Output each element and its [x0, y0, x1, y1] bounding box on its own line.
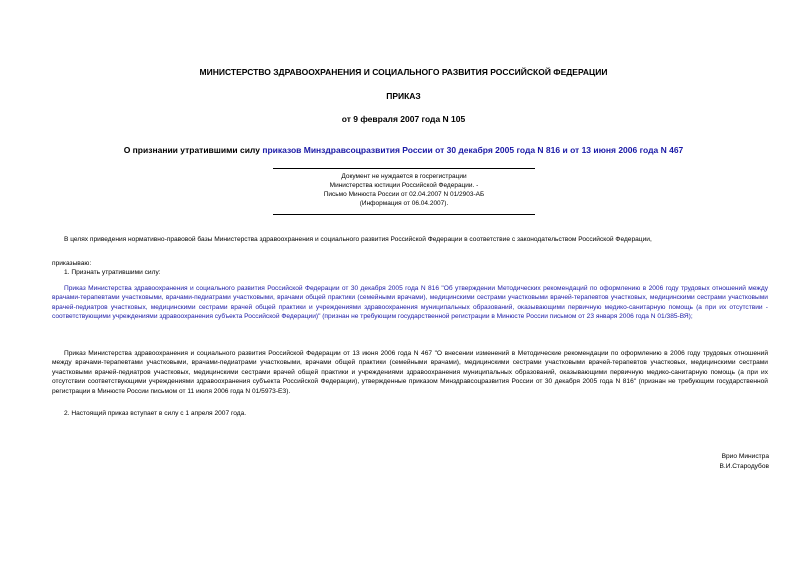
title-prefix: О признании утратившими силу [123, 145, 263, 155]
notice-bottom-rule [273, 214, 535, 215]
registration-notice [273, 172, 535, 208]
ministry-heading: МИНИСТЕРСТВО ЗДРАВООХРАНЕНИЯ И СОЦИАЛЬНОГО РАЗВИТИЯ РОССИЙСКОЙ ФЕДЕРАЦИИ [199, 67, 608, 77]
notice-top-rule [273, 168, 535, 169]
repealed-order-816-link[interactable]: Приказ Министерства здравоохранения и социального развития Российской Федерации от 30 декабря 2005 года N 816 "Об утверждении Методических рекомендаций по оформлению в 2006 году трудовых отношений между врачами-терапевтами участковыми, врачами-педиатрами участковыми, врачами общей практики (семейными врачами), медицинскими сестрами участковыми врачей-терапевтов участковых, медицинскими сестрами участковыми врачей-педиатров участковых, медицинскими сестрами врачей общей практики и учреждениями здравоохранения муниципальных образований, оказывающими первичную медико-санитарную помощь (а при их отсутствии - соответствующими учреждениями здравоохранения субъекта Российской Федерации)" (признан не требующим государственной регистрации в Минюсте России письмом от 23 января 2006 года N 01/385-ВЯ); [52, 285, 768, 321]
notice-line-1: Документ не нуждается в госрегистрации [341, 173, 467, 180]
document-title [0, 145, 807, 155]
notice-line-4: (Информация от 06.04.2007). [359, 200, 449, 207]
repealed-order-467-paragraph: Приказ Министерства здравоохранения и социального развития Российской Федерации от 13 июня 2006 года N 467 "О внесении изменений в Методические рекомендации по оформлению в 2006 году трудовых отношений между врачами-терапевтами участковыми, врачами-педиатрами участковыми, врачами общей практики (семейными врачами), медицинскими сестрами участковыми врачей-терапевтов участковых, медицинскими сестрами участковыми врачей-педиатров участковых, медицинскими сестрами врачей общей практики и учреждениями здравоохранения муниципальных образований, оказывающими первичную медико-санитарную помощь (а при их отсутствии соответствующими учреждениями здравоохранения субъекта Российской Федерации), утвержденные приказом Минздравсоцразвития России от 30 декабря 2005 года N 816" (признан не требующим государственной регистрации в Минюсте России письмом от 11 июля 2006 года N 01/5973-ЕЗ). [52, 350, 768, 395]
signature-block [719, 452, 769, 471]
title-link[interactable]: приказов Минздравсоцразвития России от 30 декабря 2005 года N 816 и от 13 июня 2006 года N 467 [262, 145, 684, 155]
order-word: приказываю: [52, 260, 92, 267]
signature-position: Врио Министра [721, 453, 769, 460]
document-type: ПРИКАЗ [386, 91, 421, 101]
signature-name: В.И.Стародубов [719, 462, 769, 470]
item-1: 1. Признать утратившими силу: [64, 269, 161, 276]
item-2: 2. Настоящий приказ вступает в силу с 1 апреля 2007 года. [64, 410, 247, 417]
notice-line-2: Министерства юстиции Российской Федерации. - [329, 182, 479, 189]
intro-paragraph: В целях приведения нормативно-правовой базы Министерства здравоохранения и социального развития Российской Федерации в соответствие с законодательством Российской Федерации, [64, 236, 652, 243]
document-date-number: от 9 февраля 2007 года N 105 [341, 114, 466, 124]
notice-line-3: Письмо Минюста России от 02.04.2007 N 01/2903-АБ [323, 191, 485, 198]
